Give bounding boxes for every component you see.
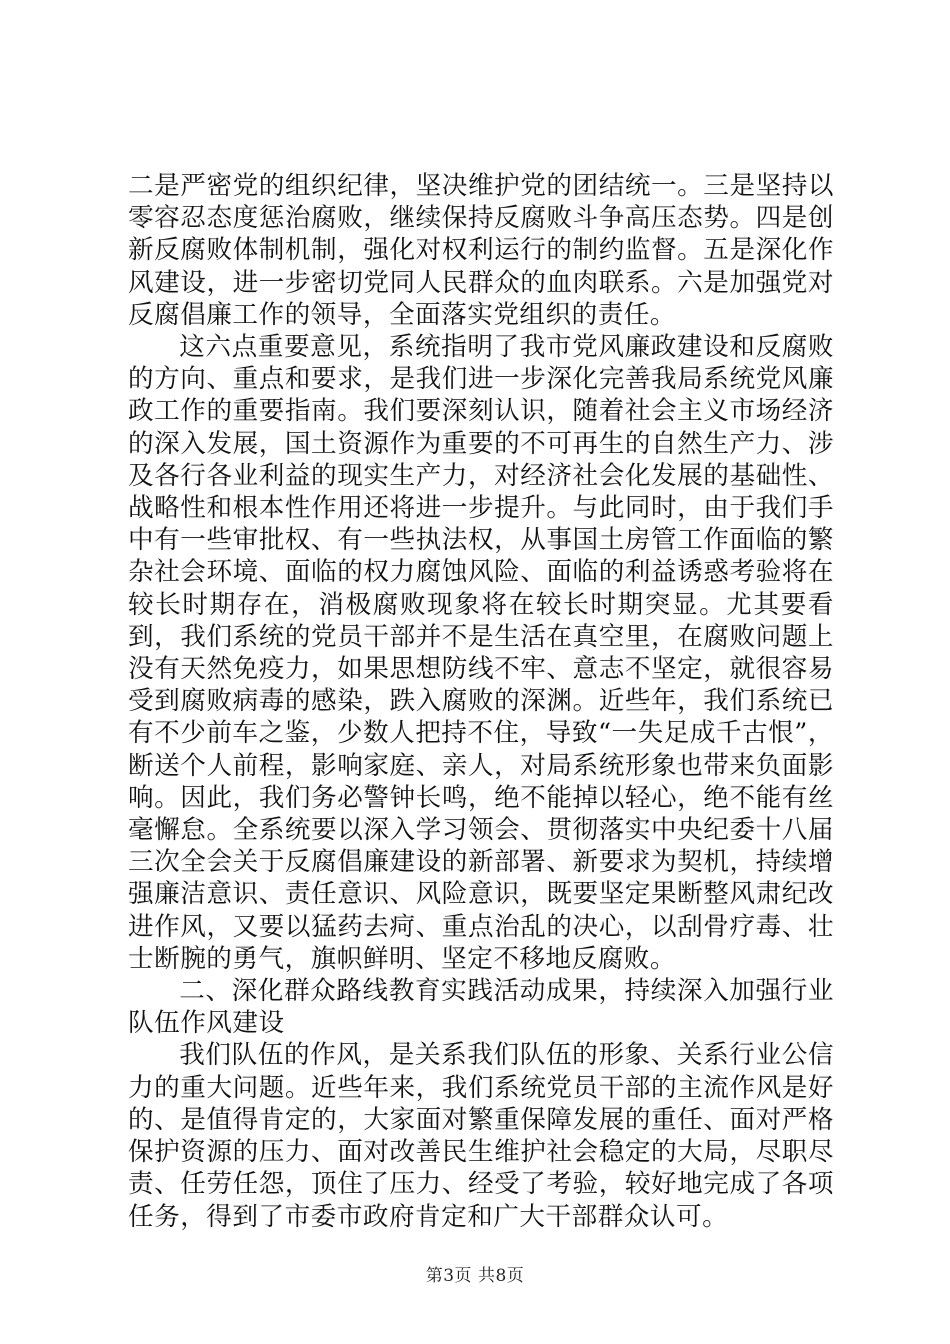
- page-footer: [0, 1266, 950, 1286]
- paragraph-team-style: 我们队伍的作风，是关系我们队伍的形象、关系行业公信力的重大问题。近些年来，我们系统党员干部的主流作风是好的、是值得肯定的，大家面对繁重保障发展的重任、面对严格保护资源的压力、面对改善民生维护社会稳定的大局，尽职尽责、任劳任怨，顶住了压力、经受了考验，较好地完成了各项任务，得到了市委市政府肯定和广大干部群众认可。: [128, 1040, 834, 1232]
- paragraph-six-points: 这六点重要意见，系统指明了我市党风廉政建设和反腐败的方向、重点和要求，是我们进一步深化完善我局系统党风廉政工作的重要指南。我们要深刻认识，随着社会主义市场经济的深入发展，国土资源作为重要的不可再生的自然生产力、涉及各行各业利益的现实生产力，对经济社会化发展的基础性、战略性和根本性作用还将进一步提升。与此同时，由于我们手中有一些审批权、有一些执法权，从事国土房管工作面临的繁杂社会环境、面临的权力腐蚀风险、面临的利益诱惑考验将在较长时期存在，消极腐败现象将在较长时期突显。尤其要看到，我们系统的党员干部并不是生活在真空里，在腐败问题上没有天然免疫力，如果思想防线不牢、意志不坚定，就很容易受到腐败病毒的感染，跌入腐败的深渊。近些年，我们系统已有不少前车之鉴，少数人把持不住，导致“一失足成千古恨”，断送个人前程，影响家庭、亲人，对局系统形象也带来负面影响。因此，我们务必警钟长鸣，绝不能掉以轻心，绝不能有丝毫懈怠。全系统要以深入学习领会、贯彻落实中央纪委十八届三次全会关于反腐倡廉建设的新部署、新要求为契机，持续增强廉洁意识、责任意识、风险意识，既要坚定果断整风肃纪改进作风，又要以猛药去疴、重点治乱的决心，以刮骨疗毒、壮士断腕的勇气，旗帜鲜明、坚定不移地反腐败。: [128, 332, 834, 974]
- section-heading-2: 二、深化群众路线教育实践活动成果，持续深入加强行业队伍作风建设: [128, 976, 834, 1039]
- document-body: [128, 170, 834, 1233]
- page-number: 第3页 共8页: [425, 1266, 525, 1286]
- paragraph-continuation: 二是严密党的组织纪律，坚决维护党的团结统一。三是坚持以零容忍态度惩治腐败，继续保持反腐败斗争高压态势。四是创新反腐败体制机制，强化对权利运行的制约监督。五是深化作风建设，进一步密切党同人民群众的血肉联系。六是加强党对反腐倡廉工作的领导，全面落实党组织的责任。: [128, 171, 834, 330]
